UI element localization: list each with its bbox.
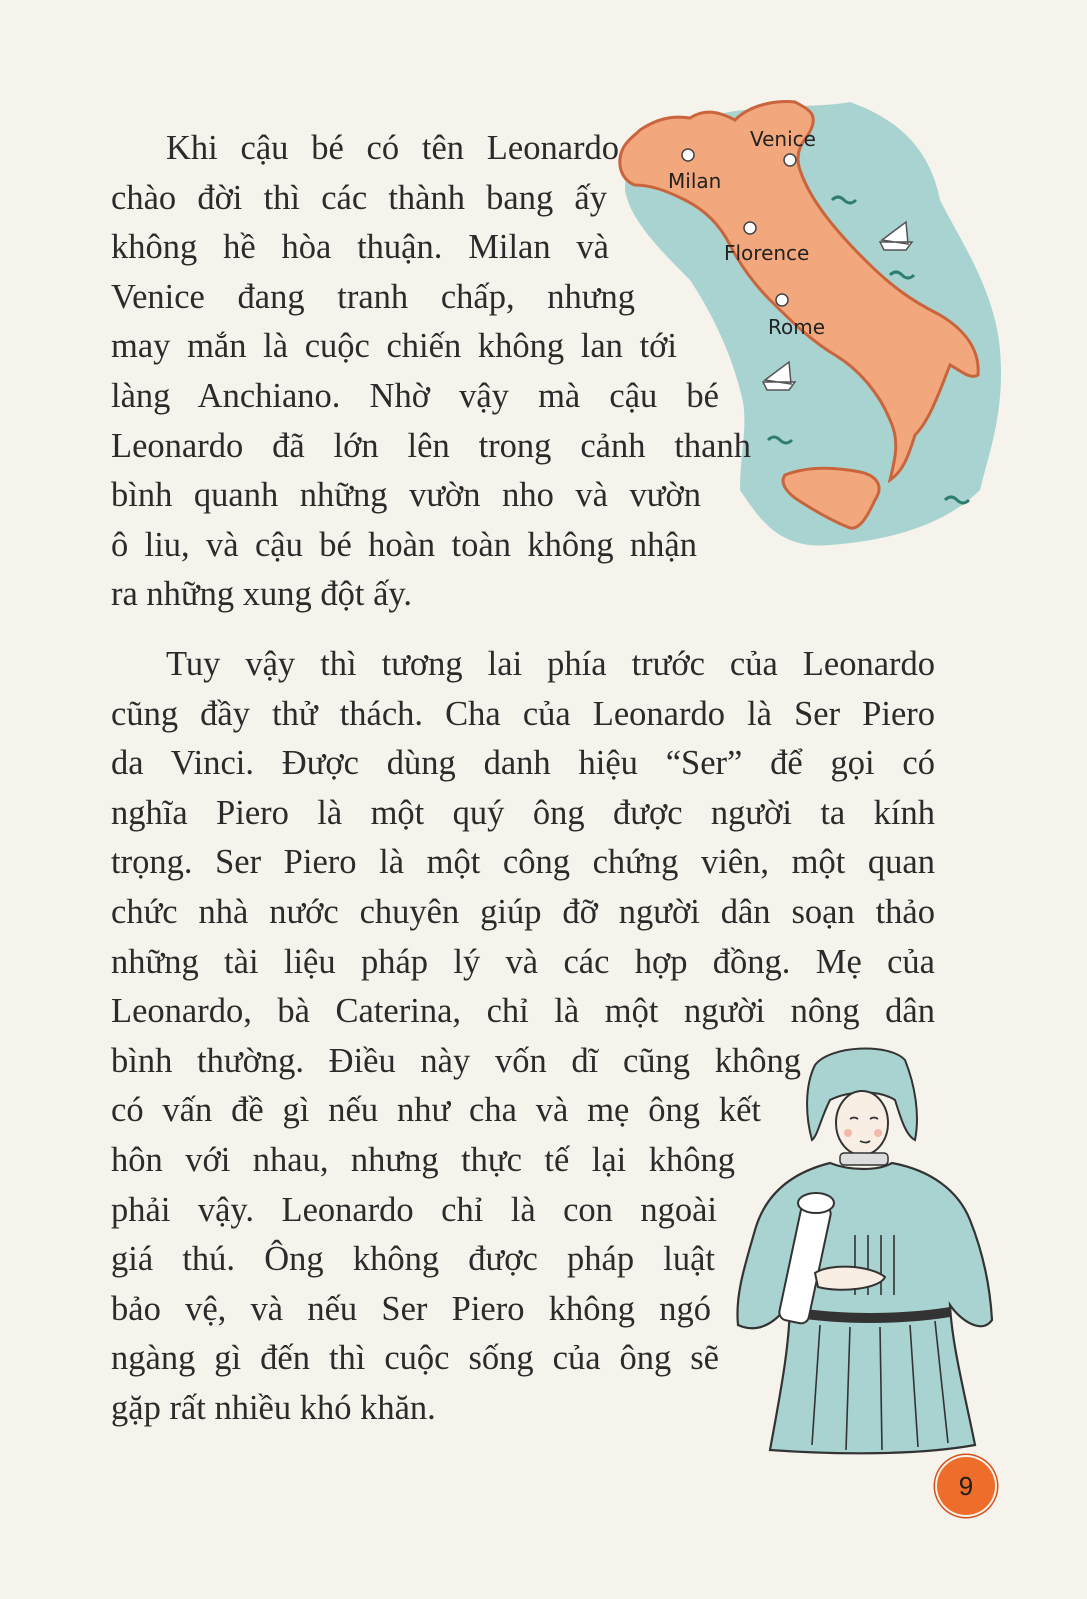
paragraph-line: bình quanh những vườn nho và vườn	[111, 476, 701, 515]
paragraph-line: may mắn là cuộc chiến không lan tới	[111, 327, 677, 366]
paragraph-line: bình thường. Điều này vốn dĩ cũng không	[111, 1041, 801, 1080]
city-marker-rome	[776, 294, 788, 306]
paragraph-line: không hề hòa thuận. Milan và	[111, 228, 609, 267]
paragraph-line: ô liu, và cậu bé hoàn toàn không nhận	[111, 525, 697, 564]
paragraph-1	[111, 124, 751, 620]
paragraph-line: làng Anchiano. Nhờ vậy mà cậu bé	[111, 376, 719, 415]
ser-piero-illustration	[720, 1045, 1005, 1455]
paragraph-line: Leonardo, bà Caterina, chỉ là một người nông dân	[111, 992, 935, 1031]
map-label-venice: Venice	[750, 127, 816, 151]
paragraph-line: phải vậy. Leonardo chỉ là con ngoài	[111, 1190, 717, 1229]
paragraph-line: bảo vệ, và nếu Ser Piero không ngó	[111, 1289, 711, 1328]
page-number-badge	[937, 1457, 995, 1515]
paragraph-line: ra những xung đột ấy.	[111, 575, 413, 614]
map-label-florence: Florence	[724, 241, 810, 265]
paragraph-line: Leonardo đã lớn lên trong cảnh thanh	[111, 426, 751, 465]
paragraph-line: ngàng gì đến thì cuộc sống của ông sẽ	[111, 1339, 719, 1378]
paragraph-line: giá thú. Ông không được pháp luật	[111, 1240, 715, 1279]
map-label-milan: Milan	[668, 169, 722, 193]
paragraph-line: trọng. Ser Piero là một công chứng viên, một quan	[111, 843, 935, 882]
page-number: 9	[958, 1470, 974, 1501]
paragraph-line: Khi cậu bé có tên Leonardo	[166, 129, 619, 167]
paragraph-line: những tài liệu pháp lý và các hợp đồng. Mẹ của	[111, 942, 935, 981]
paragraph-line: chức nhà nước chuyên giúp đỡ người dân soạn thảo	[111, 892, 935, 931]
paragraph-line: gặp rất nhiều khó khăn.	[111, 1388, 436, 1427]
figure-collar	[840, 1153, 888, 1165]
city-marker-venice	[784, 154, 796, 166]
paragraph-line: cũng đầy thử thách. Cha của Leonardo là Ser Piero	[111, 694, 935, 733]
map-label-rome: Rome	[768, 315, 826, 339]
paragraph-line: chào đời thì các thành bang ấy	[111, 178, 607, 217]
paragraph-line: nghĩa Piero là một quý ông được người ta kính	[111, 793, 935, 832]
paragraph-line: có vấn đề gì nếu như cha và mẹ ông kết	[111, 1091, 761, 1130]
paragraph-line: hôn với nhau, nhưng thực tế lại không	[111, 1140, 735, 1179]
figure-robe	[737, 1163, 992, 1453]
figure-face	[836, 1091, 888, 1155]
paragraph-line: Tuy vậy thì tương lai phía trước của Leonardo	[166, 645, 935, 683]
paragraph-line: da Vinci. Được dùng danh hiệu “Ser” để gọi có	[111, 744, 935, 783]
paragraph-line: Venice đang tranh chấp, nhưng	[111, 277, 635, 316]
